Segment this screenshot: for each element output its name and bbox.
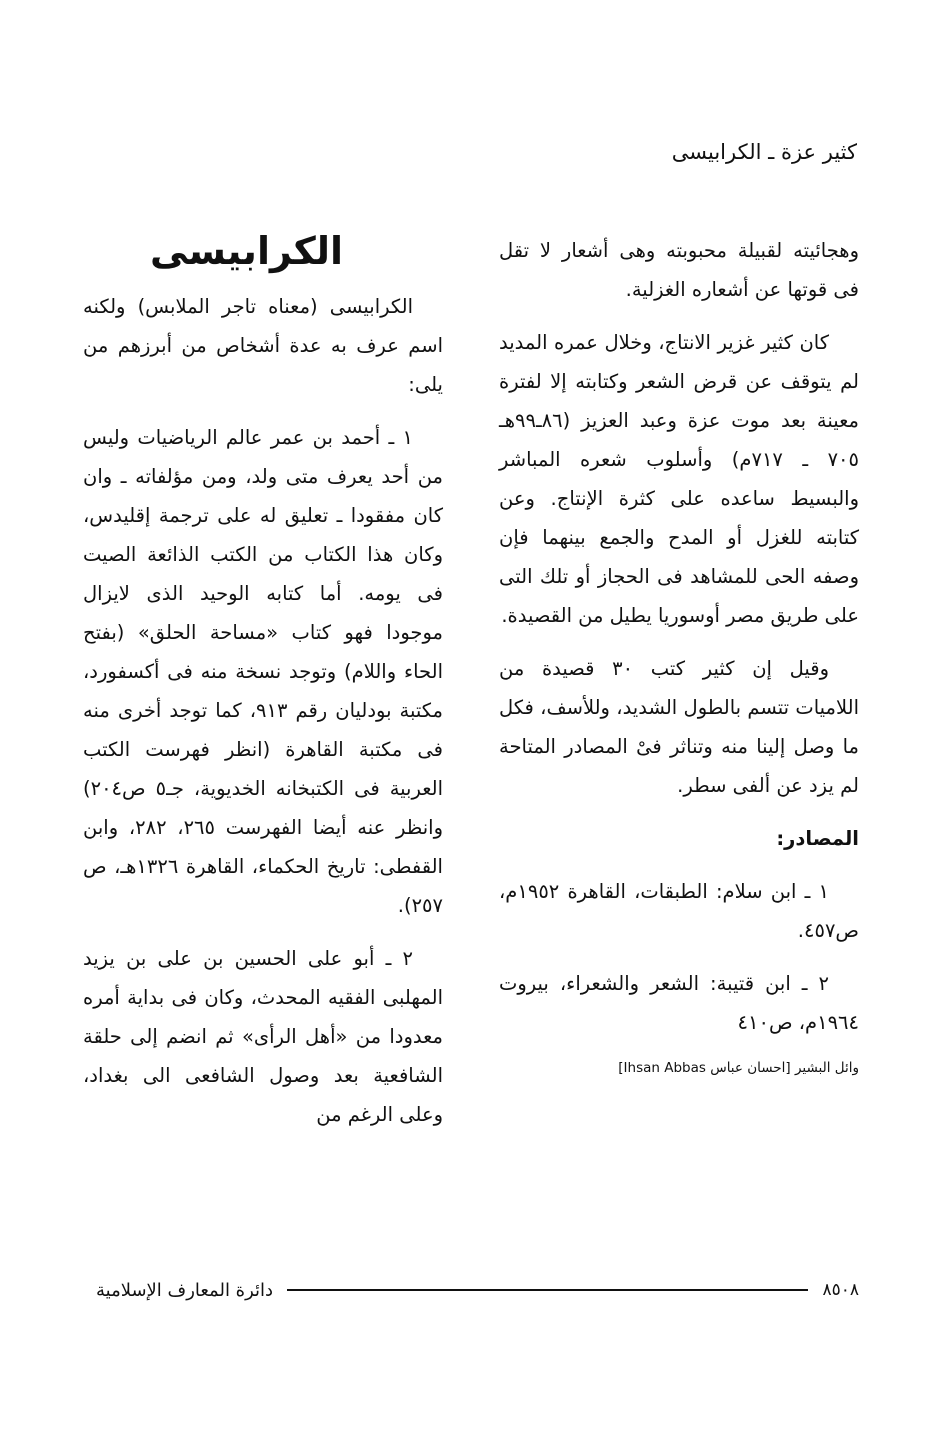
encyclopedia-title: دائرة المعارف الإسلامية <box>96 1279 274 1301</box>
running-head: كثير عزة ـ الكرابيسى <box>671 140 857 164</box>
paragraph: وهجائيته لقبيلة محبوبته وهى أشعار لا تقل فى قوتها عن أشعاره الغزلية. <box>499 239 859 301</box>
paragraph: الكرابيسى (معناه تاجر الملابس) ولكنه اسم عرف به عدة أشخاص من أبرزهم من يلى: <box>83 295 443 396</box>
paragraph: ٢ ـ أبو على الحسين بن على بن يزيد المهلبى الفقيه المحدث، وكان فى بداية أمره معدودا من «أهل الرأى» ثم انضم إلى حلقة الشافعية بعد وصول الشافعى الى بغداد، وعلى الرغم من <box>83 947 443 1126</box>
paragraph: وقيل إن كثير كتب ٣٠ قصيدة من اللاميات تتسم بالطول الشديد، وللأسف، فكل ما وصل إلينا منه وتناثر فىْ المصادر المتاحة لم يزد عن ألفى سطر. <box>499 657 859 797</box>
left-column <box>83 225 443 1148</box>
source-entry: ٢ ـ ابن قتيبة: الشعر والشعراء، بيروت ١٩٦٤م، ص٤١٠ <box>499 972 859 1034</box>
footer-rule <box>287 1289 808 1291</box>
author-credit: وائل البشير [احسان عباس Ihsan Abbas] <box>618 1060 859 1076</box>
right-column <box>499 225 859 1094</box>
source-entry: ١ ـ ابن سلام: الطبقات، القاهرة ١٩٥٢م، ص٤٥٧. <box>499 880 859 942</box>
paragraph: ١ ـ أحمد بن عمر عالم الرياضيات وليس من أحد يعرف متى ولد، ومن مؤلفاته ـ وان كان مفقودا ـ تعليق له على ترجمة إقليدس، وكان هذا الكتاب من الكتب الذائعة الصيت فى يومه. أما كتابه الوحيد الذى لايزال موجودا فهو كتاب «مساحة الحلق» (بفتح الحاء واللام) وتوجد نسخة منه فى أكسفورد، مكتبة بودليان رقم ٩١٣، كما توجد أخرى منه فى مكتبة القاهرة (انظر فهرست الكتب العربية فى الكتبخانه الخديوية، جـ٥ ص٢٠٤) وانظر عنه أيضا الفهرست ٢٦٥، ٢٨٢، وابن القفطى: تاريخ الحكماء، القاهرة ١٣٢٦هـ، ص ٢٥٧). <box>83 426 444 917</box>
sources-heading: المصادر: <box>776 827 859 850</box>
page-number: ٨٥٠٨ <box>822 1280 859 1300</box>
page-footer <box>96 1270 859 1310</box>
paragraph: كان كثير غزير الانتاج، وخلال عمره المديد لم يتوقف عن قرض الشعر وكتابته إلا لفترة معينة بعد موت عزة وعبد العزيز (٨٦ـ٩٩هـ ٧٠٥ ـ ٧١٧م) وأسلوب شعره المباشر والبسيط ساعده على كثرة الإنتاج. وعن كتابته للغزل أو المدح والجمع بينهما فإن وصفه الحى للمشاهد فى الحجاز أو تلك التى على طريق مصر أوسوريا يطيل من القصيدة. <box>499 331 859 627</box>
article-title: الكرابيسى <box>150 229 343 273</box>
